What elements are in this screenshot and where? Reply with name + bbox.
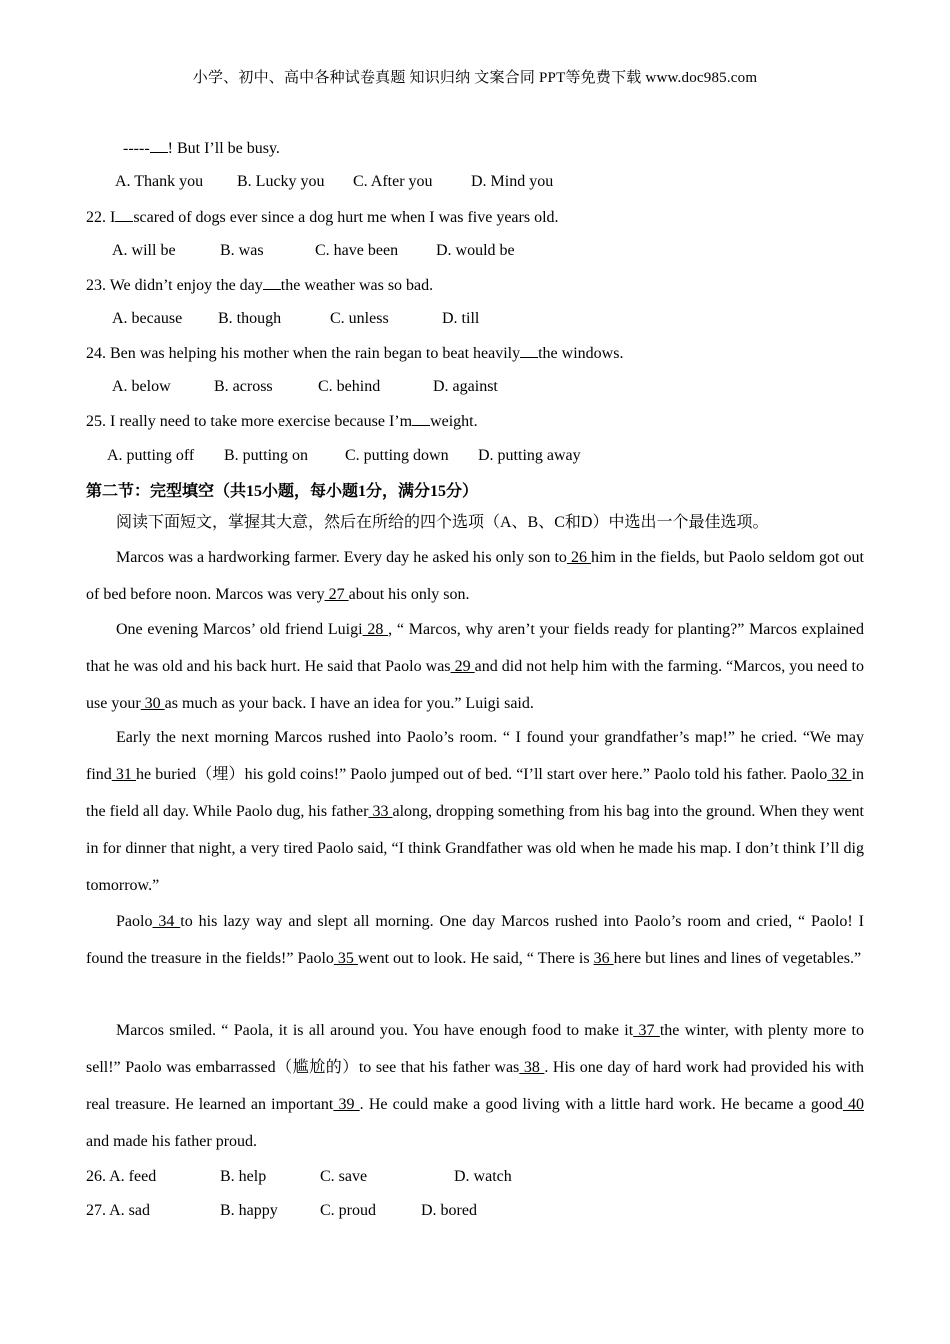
answer-blank — [115, 207, 133, 222]
option-d: D. against — [433, 378, 498, 395]
question-text-before: Ben was helping his mother when the rain began to beat heavily — [110, 345, 521, 362]
blank-33: 33 — [368, 803, 393, 820]
blank-38: 38 — [519, 1059, 545, 1076]
option-a: 27. A. sad — [86, 1202, 150, 1219]
option-a: 26. A. feed — [86, 1168, 157, 1185]
option-b: B. though — [218, 310, 282, 327]
passage-paragraph-3 — [86, 719, 864, 904]
option-a: A. because — [112, 310, 183, 327]
passage-text: Paolo — [116, 913, 153, 930]
passage-text: along, dropping something from his bag into the ground. When they went in for dinner that night, a very tired Paolo said, “I think Grandfather was old when he made his map. I don’t think I’ll dig tomorrow.” — [86, 803, 864, 894]
passage-text: Early the next morning Marcos rushed into Paolo’s room. “ I found your grandfather’s map!” he cried. “We may find — [86, 729, 864, 783]
blank-28: 28 — [362, 621, 389, 638]
passage-text: to his lazy way and slept all morning. One day Marcos rushed into Paolo’s room and cried, “ Paolo! I found the treasure in the fields!” Paolo — [86, 913, 864, 967]
answer-blank — [150, 138, 168, 153]
question-23 — [86, 275, 433, 296]
option-c: C. proud — [320, 1202, 376, 1219]
passage-paragraph-1 — [86, 539, 864, 613]
passage-text: went out to look. He said, “ There is — [357, 950, 594, 967]
passage-paragraph-4 — [86, 903, 864, 977]
option-b: B. Lucky you — [237, 173, 325, 190]
blank-30: 30 — [140, 695, 165, 712]
section-instruction: 阅读下面短文，掌握其大意，然后在所给的四个选项（A、B、C和D）中选出一个最佳选项。 — [116, 514, 769, 531]
passage-paragraph-5 — [86, 1012, 864, 1160]
option-b: B. help — [220, 1168, 267, 1185]
option-c: C. save — [320, 1168, 368, 1185]
question-text-before: I really need to take more exercise because I’m — [110, 413, 413, 430]
passage-text: about his only son. — [348, 586, 470, 603]
question-text-after: weight. — [430, 413, 478, 430]
passage-text: Marcos smiled. “ Paola, it is all around you. You have enough food to make it — [116, 1022, 634, 1039]
blank-37: 37 — [633, 1022, 660, 1039]
question-text-before: I — [110, 209, 116, 226]
option-c: C. have been — [315, 242, 399, 259]
section-title: 第二节：完型填空（共15小题，每小题1分，满分15分） — [86, 483, 479, 500]
dialog-prefix: ----- — [123, 140, 150, 157]
answer-blank — [412, 411, 430, 426]
question-25 — [86, 411, 478, 432]
option-d: D. watch — [454, 1168, 512, 1185]
question-text-before: We didn’t enjoy the day — [109, 277, 263, 294]
dialog-suffix: ! But I’ll be busy. — [167, 140, 280, 157]
passage-paragraph-2 — [86, 611, 864, 722]
passage-text: . He could make a good living with a little hard work. He became a good — [359, 1096, 843, 1113]
option-c: C. behind — [318, 378, 381, 395]
option-d: D. till — [442, 310, 480, 327]
question-text-after: scared of dogs ever since a dog hurt me when I was five years old. — [133, 209, 559, 226]
passage-text: Marcos was a hardworking farmer. Every day he asked his only son to — [116, 549, 567, 566]
option-b: B. was — [220, 242, 264, 259]
passage-text: the winter, with plenty more to sell!” Paolo was embarrassed（尴尬的）to see that his father was — [86, 1022, 865, 1076]
option-a: A. Thank you — [115, 173, 204, 190]
passage-text: him in the fields, but Paolo seldom got out of bed before noon. Marcos was very — [86, 549, 865, 603]
option-d: D. Mind you — [471, 173, 554, 190]
blank-35: 35 — [333, 950, 358, 967]
option-c: C. After you — [353, 173, 433, 190]
passage-text: One evening Marcos’ old friend Luigi — [116, 621, 363, 638]
passage-text: as much as your back. I have an idea for you.” Luigi said. — [164, 695, 534, 712]
passage-text: in the field all day. While Paolo dug, his father — [86, 766, 865, 820]
passage-text: here but lines and lines of vegetables.” — [613, 950, 862, 967]
option-c: C. putting down — [345, 447, 449, 464]
question-24 — [86, 343, 623, 364]
option-a: A. putting off — [107, 447, 195, 464]
option-d: D. bored — [421, 1202, 477, 1219]
answer-blank — [263, 275, 281, 290]
option-a: A. below — [112, 378, 171, 395]
passage-text: . His one day of hard work had provided his with real treasure. He learned an important — [86, 1059, 864, 1113]
option-b: B. happy — [220, 1202, 278, 1219]
option-a: A. will be — [112, 242, 176, 259]
passage-text: and did not help him with the farming. “Marcos, you need to use your — [86, 658, 865, 712]
blank-26: 26 — [566, 549, 592, 566]
blank-29: 29 — [450, 658, 475, 675]
blank-31: 31 — [111, 766, 137, 783]
blank-34: 34 — [152, 913, 181, 930]
answer-blank — [520, 343, 538, 358]
question-number: 25. — [86, 413, 106, 430]
blank-32: 32 — [827, 766, 852, 783]
question-22 — [86, 207, 559, 228]
question-text-after: the windows. — [538, 345, 624, 362]
option-c: C. unless — [330, 310, 389, 327]
passage-text: and made his father proud. — [86, 1133, 258, 1150]
question-21-tail — [123, 138, 280, 159]
question-text-after: the weather was so bad. — [280, 277, 434, 294]
option-b: B. putting on — [224, 447, 309, 464]
page-header: 小学、初中、高中各种试卷真题 知识归纳 文案合同 PPT等免费下载 www.doc985.com — [192, 70, 758, 86]
question-number: 22. — [86, 209, 106, 226]
question-number: 24. — [86, 345, 106, 362]
passage-text: , “ Marcos, why aren’t your fields ready for planting?” Marcos explained that he was old and his back hurt. He said that Paolo was — [86, 621, 865, 675]
blank-27: 27 — [324, 586, 349, 603]
option-d: D. would be — [436, 242, 515, 259]
blank-36: 36 — [593, 950, 614, 967]
option-b: B. across — [214, 378, 273, 395]
blank-40: 40 — [842, 1096, 865, 1113]
blank-39: 39 — [333, 1096, 360, 1113]
option-d: D. putting away — [478, 447, 581, 464]
passage-text: he buried（埋）his gold coins!” Paolo jumped out of bed. “I’ll start over here.” Paolo told his father. Paolo — [136, 766, 828, 783]
question-number: 23. — [86, 277, 106, 294]
